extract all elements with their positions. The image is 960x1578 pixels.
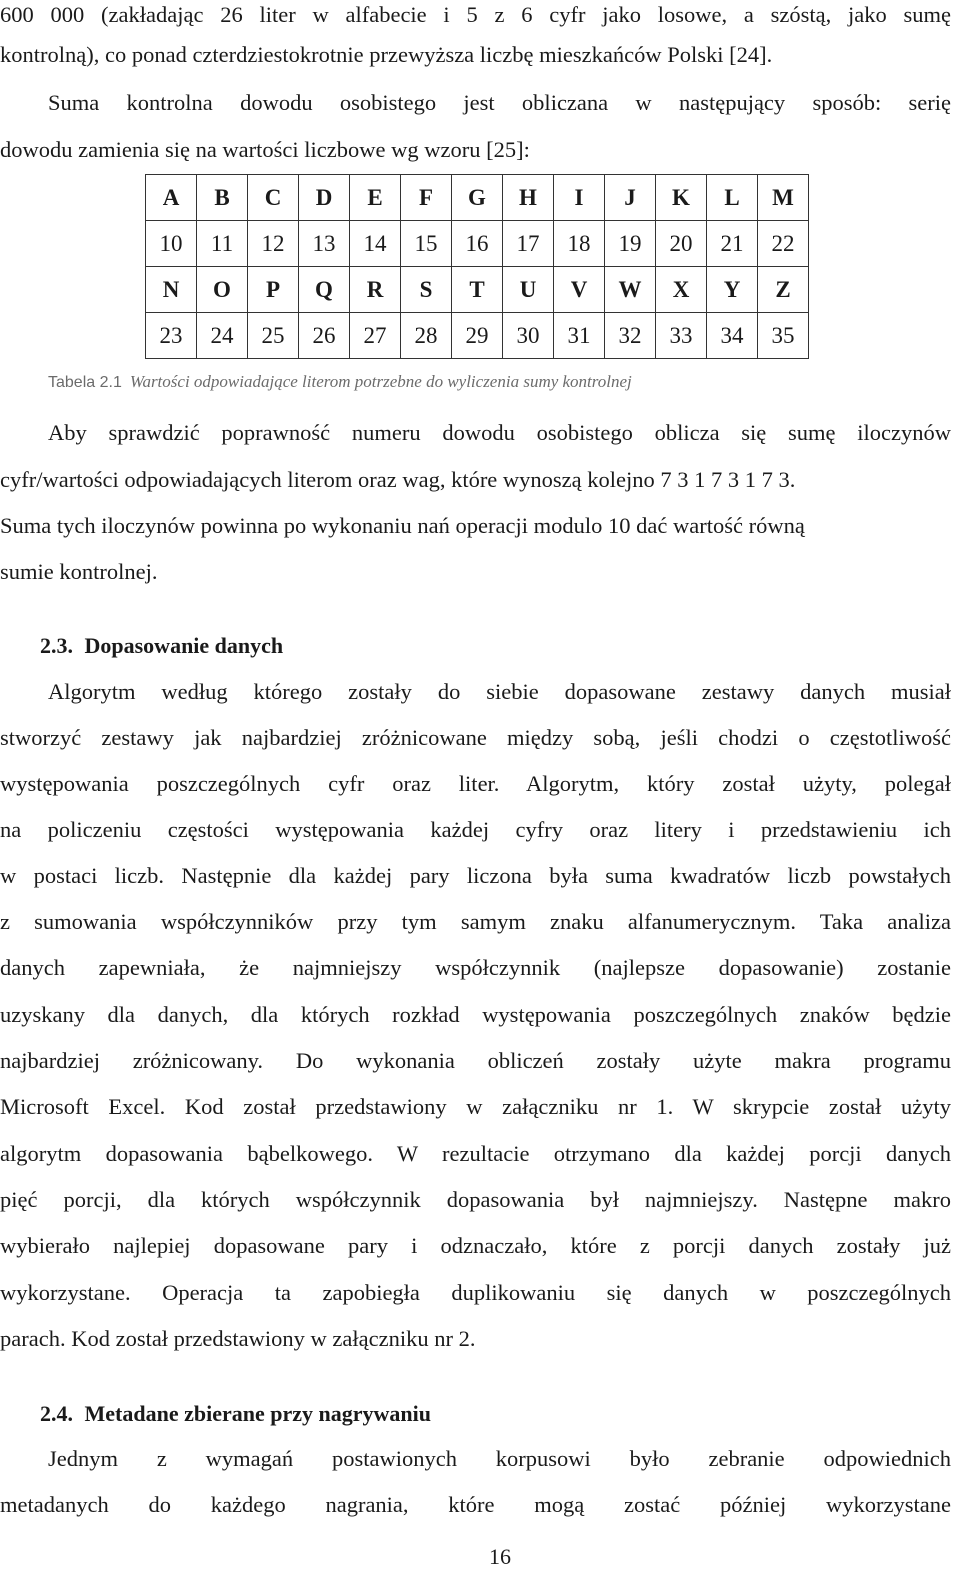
letter-value-table	[145, 174, 809, 359]
table-cell: 15	[401, 221, 452, 267]
table-caption	[48, 370, 632, 395]
table-cell: A	[146, 175, 197, 221]
table-cell: S	[401, 267, 452, 313]
section-title: Metadane zbierane przy nagrywaniu	[84, 1401, 431, 1426]
table-cell: H	[503, 175, 554, 221]
table-cell: 25	[248, 313, 299, 359]
table-cell: Y	[707, 267, 758, 313]
section-number: 2.4.	[40, 1401, 73, 1426]
text-line: uzyskany dla danych, dla których rozkład występowania poszczególnych znaków będzie	[0, 1002, 951, 1027]
table-cell: 26	[299, 313, 350, 359]
table-cell: M	[758, 175, 809, 221]
table-cell: L	[707, 175, 758, 221]
table-cell: Z	[758, 267, 809, 313]
caption-text: Wartości odpowiadające literom potrzebne do wyliczenia sumy kontrolnej	[129, 372, 632, 391]
table-cell: J	[605, 175, 656, 221]
page-number: 16	[489, 1544, 511, 1569]
table-cell: I	[554, 175, 605, 221]
text-line: Microsoft Excel. Kod został przedstawiony w załączniku nr 1. W skrypcie został użyty	[0, 1094, 951, 1119]
table-cell: D	[299, 175, 350, 221]
text-line: wybierało najlepiej dopasowane pary i odznaczało, które z porcji danych zostały już	[0, 1233, 951, 1258]
table-cell: 35	[758, 313, 809, 359]
table-cell: 24	[197, 313, 248, 359]
text-line: z sumowania współczynników przy tym samym znaku alfanumerycznym. Taka analiza	[0, 909, 951, 934]
table-cell: 29	[452, 313, 503, 359]
text-line: Aby sprawdzić poprawność numeru dowodu osobistego oblicza się sumę iloczynów	[48, 420, 951, 445]
text-line: na policzeniu częstości występowania każdej cyfry oraz litery i przedstawieniu ich	[0, 817, 951, 842]
text-line: danych zapewniała, że najmniejszy współczynnik (najlepsze dopasowanie) zostanie	[0, 955, 951, 980]
table-cell: X	[656, 267, 707, 313]
table-cell: 11	[197, 221, 248, 267]
table-cell: 22	[758, 221, 809, 267]
table-cell: 27	[350, 313, 401, 359]
text-line: Algorytm według którego zostały do siebie dopasowane zestawy danych musiał	[48, 679, 951, 704]
table-cell: 13	[299, 221, 350, 267]
section-heading	[40, 631, 283, 661]
text-line: pięć porcji, dla których współczynnik dopasowania był najmniejszy. Następne makro	[0, 1187, 951, 1212]
text-line: Suma tych iloczynów powinna po wykonaniu nań operacji modulo 10 dać wartość równą	[0, 513, 805, 538]
table-cell: 28	[401, 313, 452, 359]
caption-label: Tabela 2.1	[48, 374, 122, 391]
table-cell: 32	[605, 313, 656, 359]
section-heading	[40, 1399, 431, 1429]
table-cell: 14	[350, 221, 401, 267]
text-line: kontrolną), co ponad czterdziestokrotnie przewyższa liczbę mieszkańców Polski [24].	[0, 42, 773, 67]
table-cell: 20	[656, 221, 707, 267]
table-cell: 23	[146, 313, 197, 359]
table-cell: V	[554, 267, 605, 313]
text-line: Jednym z wymagań postawionych korpusowi było zebranie odpowiednich	[48, 1446, 951, 1471]
table-cell: 31	[554, 313, 605, 359]
section-number: 2.3.	[40, 633, 73, 658]
table-cell: P	[248, 267, 299, 313]
text-line: występowania poszczególnych cyfr oraz liter. Algorytm, który został użyty, polegał	[0, 771, 951, 796]
text-line: sumie kontrolnej.	[0, 559, 158, 584]
table-cell: E	[350, 175, 401, 221]
table-cell: G	[452, 175, 503, 221]
text-line: dowodu zamienia się na wartości liczbowe wg wzoru [25]:	[0, 137, 530, 162]
table-cell: 16	[452, 221, 503, 267]
text-line: najbardziej zróżnicowany. Do wykonania obliczeń zostały użyte makra programu	[0, 1048, 951, 1073]
text-line: Suma kontrolna dowodu osobistego jest obliczana w następujący sposób: serię	[48, 90, 951, 115]
table-row-values-23-35	[146, 313, 809, 359]
table-cell: K	[656, 175, 707, 221]
table-row-letters-a-m	[146, 175, 809, 221]
text-line: wykorzystane. Operacja ta zapobiegła duplikowaniu się danych w poszczególnych	[0, 1280, 951, 1305]
table-cell: T	[452, 267, 503, 313]
text-line: w postaci liczb. Następnie dla każdej pary liczona była suma kwadratów liczb powstałych	[0, 863, 951, 888]
table-cell: 33	[656, 313, 707, 359]
table-cell: N	[146, 267, 197, 313]
text-line: stworzyć zestawy jak najbardziej zróżnicowane między sobą, jeśli chodzi o częstotliwość	[0, 725, 951, 750]
section-title: Dopasowanie danych	[84, 633, 284, 658]
text-line: 600 000 (zakładając 26 liter w alfabecie i 5 z 6 cyfr jako losowe, a szóstą, jako sumę	[0, 2, 951, 27]
text-line: parach. Kod został przedstawiony w załączniku nr 2.	[0, 1326, 476, 1351]
table-cell: 19	[605, 221, 656, 267]
table-cell: 12	[248, 221, 299, 267]
text-line: metadanych do każdego nagrania, które mogą zostać później wykorzystane	[0, 1492, 951, 1517]
table-cell: U	[503, 267, 554, 313]
text-line: algorytm dopasowania bąbelkowego. W rezultacie otrzymano dla każdej porcji danych	[0, 1141, 951, 1166]
text-line: cyfr/wartości odpowiadających literom oraz wag, które wynoszą kolejno 7 3 1 7 3 1 7 3.	[0, 467, 796, 492]
table-cell: C	[248, 175, 299, 221]
table-row-values-10-22	[146, 221, 809, 267]
table-cell: 34	[707, 313, 758, 359]
table-cell: 17	[503, 221, 554, 267]
table-cell: 18	[554, 221, 605, 267]
table-cell: 10	[146, 221, 197, 267]
table-cell: F	[401, 175, 452, 221]
table-cell: W	[605, 267, 656, 313]
table-cell: O	[197, 267, 248, 313]
table-cell: 21	[707, 221, 758, 267]
table-cell: B	[197, 175, 248, 221]
table-row-letters-n-z	[146, 267, 809, 313]
table-cell: R	[350, 267, 401, 313]
table-cell: Q	[299, 267, 350, 313]
table-cell: 30	[503, 313, 554, 359]
